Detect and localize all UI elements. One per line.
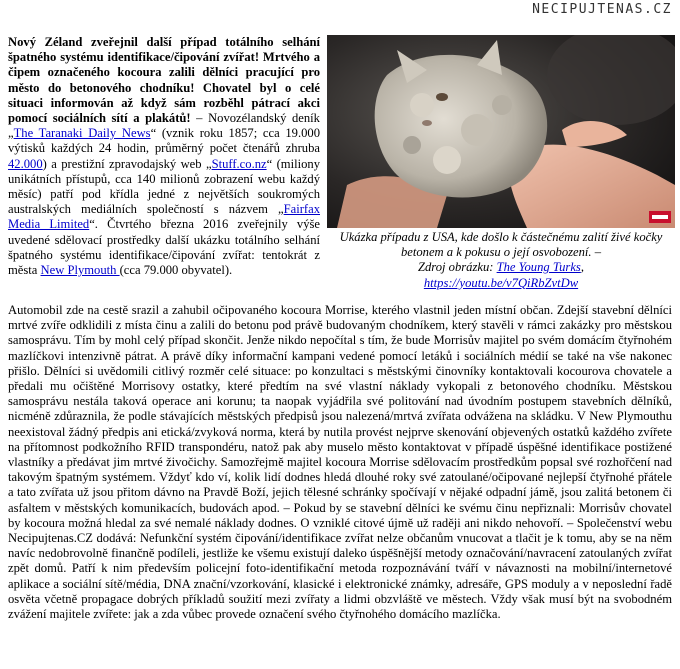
link-taranaki[interactable]: The Taranaki Daily News [13, 126, 151, 141]
article-figure [327, 35, 675, 291]
article-intro [8, 35, 320, 278]
link-new-plymouth[interactable]: New Plymouth [40, 263, 120, 278]
caption-source-link[interactable]: The Young Turks [496, 260, 581, 275]
intro-text-2: “ (vznik roku 1857; cca 19.000 výtisků každých 24 hodin, průměrný počet čtenářů zhruba [8, 126, 321, 156]
caption-video-link[interactable]: https://youtu.be/v7QiRbZvtDw [423, 275, 579, 290]
intro-text-4: “ (miliony unikátních přístupů, cca 140 milionů zobrazení webu každý měsíc) patří pod křídla jedné z největších soukromých australských mediálních společností s názvem „ [8, 156, 320, 217]
caption-source-label: Zdroj obrázku: [418, 260, 497, 275]
cat-in-concrete-photo [327, 35, 675, 228]
intro-text-3: ) a prestižní zpravodajský web „ [42, 156, 212, 171]
caption-text: Ukázka případu z USA, kde došlo k částečnému zalití živé kočky betonem a k pokusu o její osvobození. – [339, 230, 663, 260]
link-stuff[interactable]: Stuff.co.nz [211, 156, 267, 171]
site-name: NECIPUJTENAS.CZ [532, 2, 672, 17]
article-body: Automobil zde na cestě srazil a zahubil očipovaného kocoura Morrise, kterého vlastnil jeden místní občan. Zdejší stavební dělníci mrtvé zvíře odklidili z místa činu a zalili do betonu pod právě budovaným chodníkem, který stavěli v rámci zakázky pro městskou samosprávu. Tím by mohl celý případ skončit. Jenže nikdo nepočítal s tím, že bude Morrisův majitel po svém domácím čtyřnohém mazlíčkovi intenzivně pátrat. A právě díky informační kampani vedené pomocí letáků i sociálních médií se také na vše nakonec přišlo. Dělníci si uvědomili citlivý rozměr celé situace: po konzultaci s městskými činovníky kontaktovali kocourova chovatele a předali mu očištěné Morrisovy ostatky, které předtím na své vlastní náklady vykopali z betonového chodníku. Městskou samosprávu nestála taková operace ani korunu; ta naopak vyjádřila své politování nad úvodním postupem stavebních dělníků, nicméně zdůraznila, že podle stávajících městských předpisů jsou nalezená/mrtvá zvířata odvážena na skládku. V New Plymouthu neexistoval žádný předpis ani etická/zvyková norma, která by nutila provést nejprve skenování objevených ostatků každého zvířete na přítomnost podkožního RFID transpondéru, natož pak aby muselo město kontaktovat v případě úspěšné identifikace postižené vlastníky a předávat jim mrtvé živočichy. Samozřejmě majitel kocoura Morrise sdělovacím prostředkům popsal své rozhořčení nad takovým špatným systémem. Vždyť kdo ví, kolik lidí dodnes hledá dlouhé roky své zatoulané/očipované nejlepší čtyřnohé přátele a tato zvířata už jsou přitom dávno na Pravdě Boží, jejich tělesné schránky spočívají v nějaké odpadní jámě, jsou zalitá betonem či asfaltem v městských komunikacích, budovách apod. – Pokud by se stavební dělníci ke svému činu nepřiznali: Morrisův chovatel by kocoura možná hledal za své nemalé náklady dodnes. O vzniklé citové újmě už raději ani nikdo nehovoří. – Společenství webu Necipujtenas.CZ dodává: Nefunkční systém čipování/identifikace zvířat nelze občanům vnucovat a tlačit je k tomu, aby se na něm navíc nedobrovolně finančně podíleli, jestliže ke všemu existují daleko úspěšnější metody označování/navracení zatoulaných zvířat zpět domů. Patří k nim především policejní foto-identifikační metoda rozpoznávání tváří v návaznosti na mobilní/internetové aplikace a sociální sítě/média, DNA znační/vzorkování, klasické i elektronické známky, adresáře, GPS moduly a v neposlední řadě osvěta včetně propagace dobrých příkladů soužití mezi zvířaty a lidmi obzvláště ve městech. Vždy však musí být na svobodném zvážení majitele zvířete: jak a zda vůbec provede označení svého čtyřnohého domácího mazlíčka. [8, 303, 672, 622]
figure-caption: Ukázka případu z USA, kde došlo k částečnému zalití živé kočky betonem a k pokusu o její osvobození. – Zdroj obrázku: The Young Turks, https://youtu.be/v7QiRbZvtDw [339, 230, 663, 290]
link-fairfax[interactable]: Fairfax Media Limited [8, 202, 320, 232]
intro-text-5: “. Čtvrtého března 2016 zveřejnily výše uvedené sdělovací prostředky další ukázku totálního selhání špatného systému identifikace/čipování zvířat: tentokrát z města [8, 217, 321, 278]
article-lead: Nový Zéland zveřejnil další případ totálního selhání špatného systému identifikace/čipování zvířat! Mrtvého a čipem označeného kocoura zalili dělníci pracující pro město do betonového chodníku! Chovatel byl o celé situaci informován až když sám rozběhl pátrací akci pomocí sociálních sítí a plakátů! [8, 35, 320, 126]
intro-text-1: – Novozélandský deník „ [8, 111, 320, 141]
link-readership[interactable]: 42.000 [8, 156, 43, 171]
intro-text-6: (cca 79.000 obyvatel). [119, 263, 233, 278]
